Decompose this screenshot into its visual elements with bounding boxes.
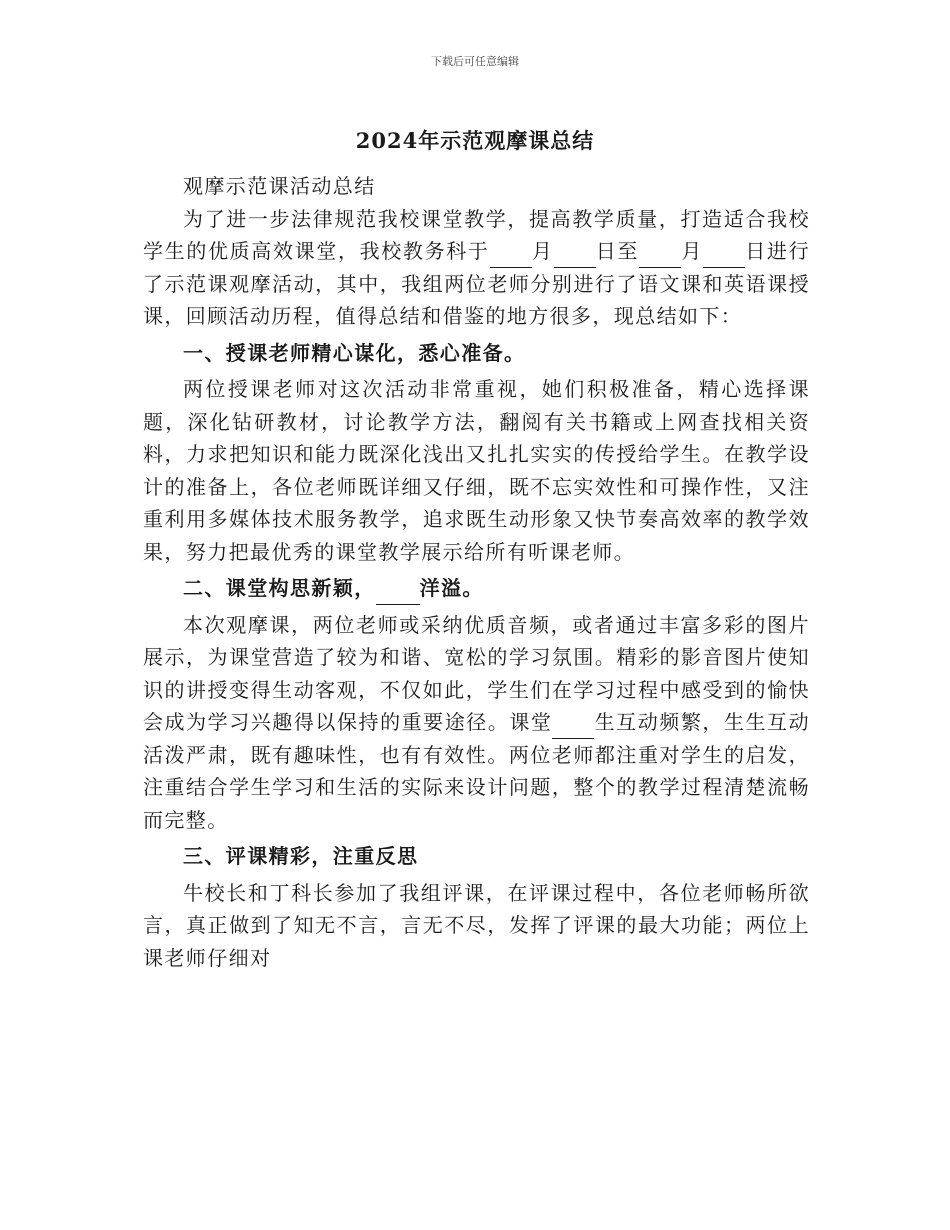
section1-heading: 一、授课老师精心谋化，悉心准备。 bbox=[183, 340, 526, 365]
document-subtitle: 观摩示范课活动总结 bbox=[183, 174, 376, 198]
section2-heading-text-1: 二、课堂构思新颖， bbox=[183, 576, 376, 600]
section2-body-text-1: 本次观摩课，两位老师或采纳优质音频，或者通过丰富多彩的图片展示，为课堂营造了较为和谐、宽松的学习氛围。精彩的影音图片使知识的讲授变得生动客观，不仅如此，学生们在学习过程中感受到的愉快会成为学习兴趣得以保持的重要途径。课堂 bbox=[143, 612, 810, 734]
section2-heading bbox=[143, 572, 810, 605]
document-body bbox=[143, 170, 810, 974]
intro-text-1: 为了进一步法律规范我校课堂教学，提高教学质量，打造适合我校学生的优质高效课堂，我校教务科于 bbox=[143, 206, 810, 263]
intro-text-5: 日进行了示范课观摩活动，其中，我组两位老师分别进行了语文课和英语课授课，回顾活动历程，值得总结和借鉴的地方很多，现总结如下： bbox=[143, 239, 810, 328]
section3-body: 牛校长和丁科长参加了我组评课，在评课过程中，各位老师畅所欲言，真正做到了知无不言，言无不尽，发挥了评课的最大功能；两位上课老师仔细对 bbox=[143, 880, 810, 970]
blank-line bbox=[703, 245, 745, 268]
intro-text-4: 月 bbox=[681, 239, 704, 263]
section1-body: 两位授课老师对这次活动非常重视，她们积极准备，精心选择课题，深化钻研教材，讨论教学方法，翻阅有关书籍或上网查找相关资料，力求把知识和能力既深化浅出又扎扎实实的传授给学生。在教学设计的准备上，各位老师既详细又仔细，既不忘实效性和可操作性，又注重利用多媒体技术服务教学，追求既生动形象又快节奏高效率的教学效果，努力把最优秀的课堂教学展示给所有听课老师。 bbox=[143, 377, 810, 564]
section2-heading-text-2: 洋溢。 bbox=[419, 576, 484, 600]
intro-paragraph bbox=[143, 203, 810, 333]
blank-line bbox=[639, 245, 681, 268]
intro-text-2: 月 bbox=[531, 239, 554, 263]
section2-body-text-2: 生互动频繁，生生互动活泼严肃，既有趣味性，也有有效性。两位老师都注重对学生的启发，注重结合学生学习和生活的实际来设计问题，整个的教学过程清楚流畅而完整。 bbox=[143, 710, 810, 832]
blank-line bbox=[376, 582, 420, 605]
blank-line bbox=[490, 245, 532, 268]
page-header-note: 下载后可任意编辑 bbox=[431, 55, 519, 68]
document-title: 2024年示范观摩课总结 bbox=[355, 128, 595, 153]
blank-line bbox=[552, 716, 594, 739]
section2-body bbox=[143, 609, 810, 837]
blank-line bbox=[554, 245, 596, 268]
intro-text-3: 日至 bbox=[595, 239, 640, 263]
section3-heading: 三、评课精彩，注重反思 bbox=[183, 844, 419, 868]
